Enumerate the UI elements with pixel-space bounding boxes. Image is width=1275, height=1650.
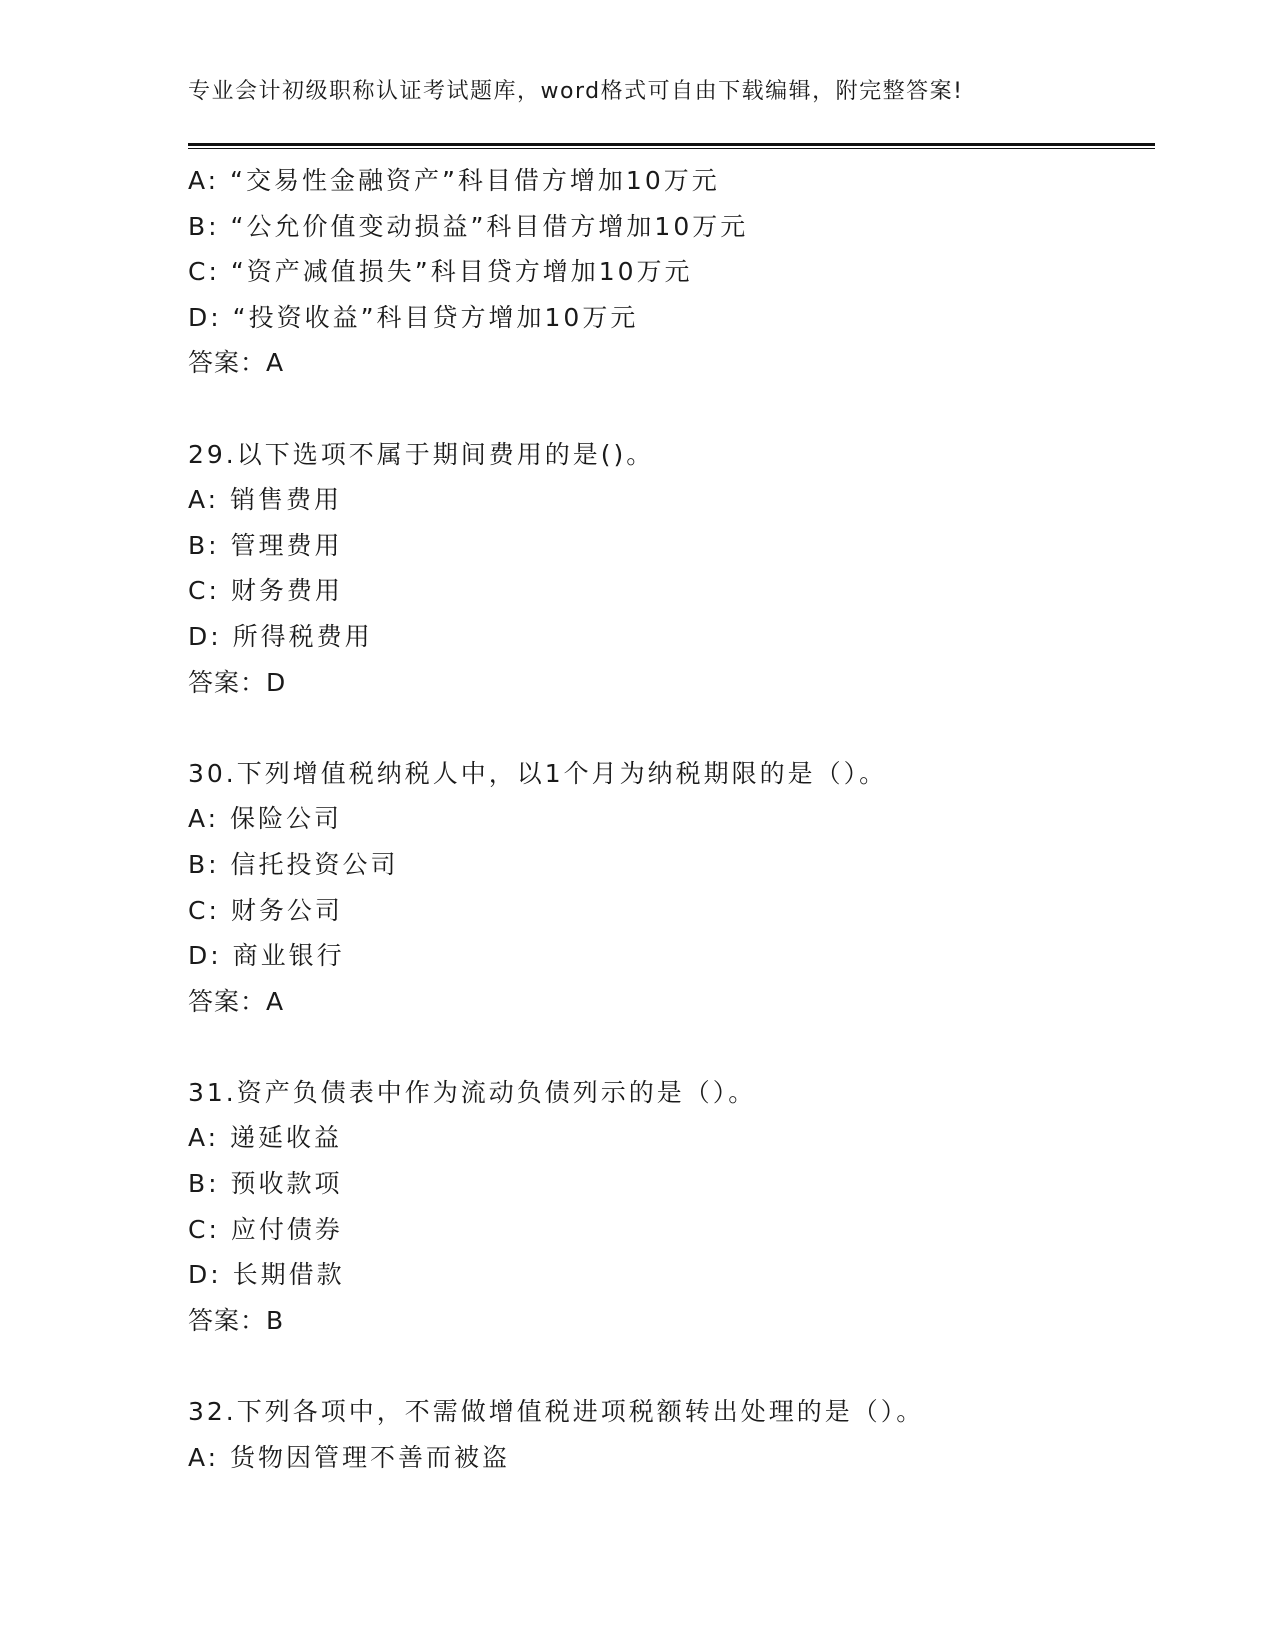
- option-c: C: 财务费用: [188, 576, 343, 606]
- option-b: B: “公允价值变动损益”科目借方增加10万元: [188, 211, 749, 241]
- option-d: D: 商业银行: [188, 941, 345, 971]
- option-a: A: 货物因管理不善而被盗: [188, 1442, 511, 1472]
- header-divider: [188, 143, 1155, 149]
- question-block-32: [188, 1389, 1155, 1480]
- question-block-31: [188, 1070, 1155, 1344]
- option-d: D: 所得税费用: [188, 621, 373, 651]
- option-b: B: 预收款项: [188, 1169, 343, 1199]
- option-c: C: 财务公司: [188, 895, 343, 925]
- question-block-28: [188, 158, 1155, 386]
- answer-line: 答案：D: [188, 667, 287, 697]
- option-b: B: 管理费用: [188, 530, 343, 560]
- question-stem: 30.下列增值税纳税人中，以1个月为纳税期限的是（）。: [188, 758, 888, 788]
- answer-line: 答案：A: [188, 986, 285, 1016]
- option-c: C: “资产减值损失”科目贷方增加10万元: [188, 257, 693, 287]
- question-stem: 31.资产负债表中作为流动负债列示的是（）。: [188, 1077, 757, 1107]
- option-c: C: 应付债券: [188, 1214, 343, 1244]
- question-stem: 29.以下选项不属于期间费用的是()。: [188, 439, 655, 469]
- option-d: D: 长期借款: [188, 1260, 345, 1290]
- option-a: A: 销售费用: [188, 485, 343, 515]
- question-list: [188, 158, 1155, 1480]
- option-d: D: “投资收益”科目贷方增加10万元: [188, 302, 639, 332]
- option-a: A: 保险公司: [188, 804, 343, 834]
- page-header: 专业会计初级职称认证考试题库，word格式可自由下载编辑，附完整答案!: [188, 79, 964, 104]
- question-block-29: [188, 432, 1155, 706]
- question-block-30: [188, 751, 1155, 1025]
- question-stem: 32.下列各项中，不需做增值税进项税额转出处理的是（）。: [188, 1397, 925, 1427]
- answer-line: 答案：A: [188, 348, 285, 378]
- option-b: B: 信托投资公司: [188, 849, 399, 879]
- answer-line: 答案：B: [188, 1305, 285, 1335]
- option-a: A: “交易性金融资产”科目借方增加10万元: [188, 166, 720, 195]
- option-a: A: 递延收益: [188, 1123, 343, 1153]
